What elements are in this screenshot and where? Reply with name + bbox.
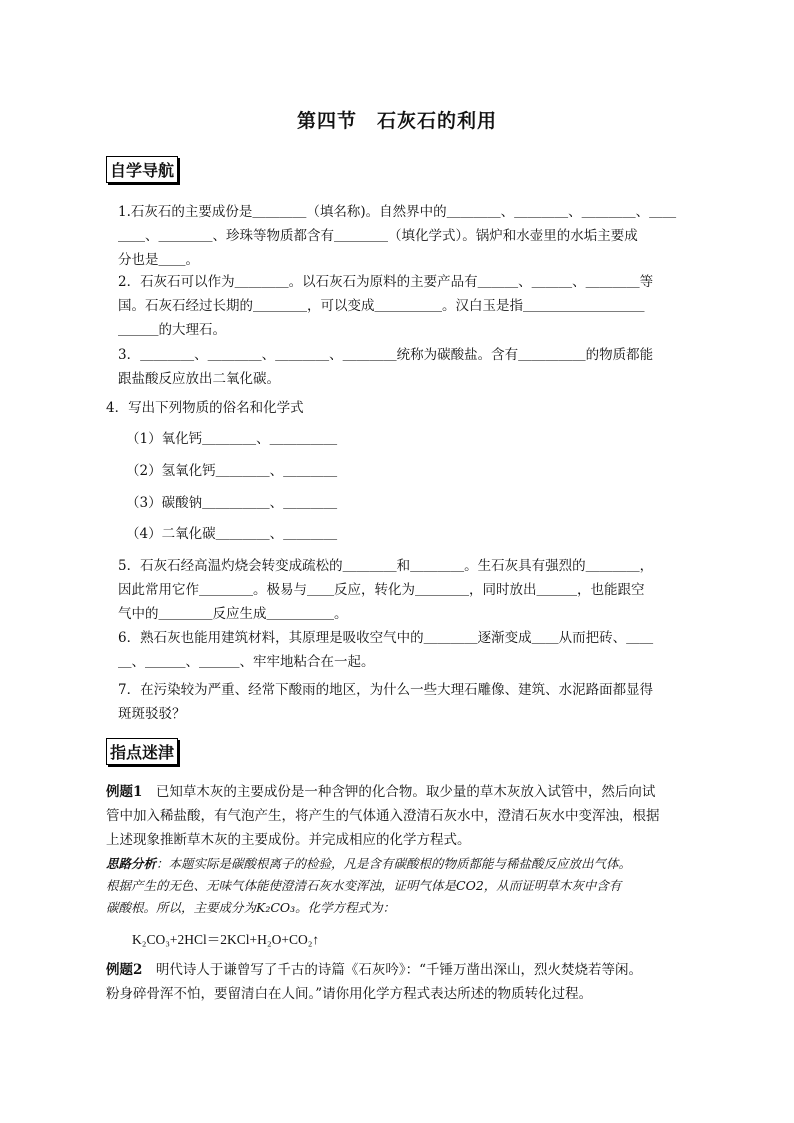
question-2-line: 国。石灰石经过长期的＿＿＿＿，可以变成＿＿＿＿＿。汉白玉是指＿＿＿＿＿＿＿＿＿ <box>118 298 645 314</box>
example-1 <box>106 780 681 852</box>
example-2-label: 例题2 <box>106 962 143 978</box>
analysis <box>106 853 686 919</box>
question-4-item: （2）氢氧化钙＿＿＿＿、＿＿＿＿ <box>126 463 338 479</box>
question-3-line: 跟盐酸反应放出二氧化碳。 <box>118 371 280 387</box>
question-4-item: （1）氧化钙＿＿＿＿、＿＿＿＿＿ <box>126 431 338 447</box>
question-4: 4．写出下列物质的俗名和化学式 <box>106 400 304 416</box>
question-5 <box>118 554 678 626</box>
analysis-label: 思路分析 <box>106 856 157 871</box>
question-5-line: 5．石灰石经高温灼烧会转变成疏松的＿＿＿＿和＿＿＿＿。生石灰具有强烈的＿＿＿＿， <box>118 558 654 574</box>
analysis-line: 碳酸根。所以，主要成分为K₂CO₃。化学方程式为： <box>106 900 396 915</box>
page-title: 第四节 石灰石的利用 <box>296 110 497 132</box>
question-6-line: 6．熟石灰也能用建筑材料，其原理是吸收空气中的＿＿＿＿逐渐变成＿＿从而把砖、＿＿ <box>118 630 654 646</box>
example-2-line: 明代诗人于谦曾写了千古的诗篇《石灰吟》：“千锤万凿出深山，烈火焚烧若等闲。 <box>142 962 643 978</box>
question-4-item: （3）碳酸钠＿＿＿＿＿、＿＿＿＿ <box>126 495 338 511</box>
example-1-label: 例题1 <box>106 784 143 800</box>
question-7-line: 斑斑驳驳？ <box>118 706 186 722</box>
question-5-line: 气中的＿＿＿＿反应生成＿＿＿＿＿。 <box>118 606 348 622</box>
example-1-line: 上述现象推断草木灰的主要成份。并完成相应的化学方程式。 <box>106 832 471 848</box>
question-3 <box>118 343 678 391</box>
example-1-line: 已知草木灰的主要成份是一种含钾的化合物。取少量的草木灰放入试管中，然后向试 <box>142 784 656 800</box>
question-7 <box>118 678 678 726</box>
question-1-line: ＿＿、＿＿＿＿、珍珠等物质都含有＿＿＿＿（填化学式）。锅炉和水壶里的水垢主要成 <box>118 228 638 244</box>
analysis-line: ：本题实际是碳酸根离子的检验，凡是含有碳酸根的物质都能与稀盐酸反应放出气体。 <box>156 856 632 871</box>
question-5-line: 因此常用它作＿＿＿＿。极易与＿＿反应，转化为＿＿＿＿，同时放出＿＿＿，也能跟空 <box>118 582 645 598</box>
question-3-line: 3．＿＿＿＿、＿＿＿＿、＿＿＿＿、＿＿＿＿统称为碳酸盐。含有＿＿＿＿＿的物质都能 <box>118 347 654 363</box>
question-2-line: ＿＿＿的大理石。 <box>118 322 226 338</box>
question-7-line: 7．在污染较为严重、经常下酸雨的地区，为什么一些大理石雕像、建筑、水泥路面都显得 <box>118 682 654 698</box>
chemical-equation: K₂CO₃+2HCl＝2KCl+H₂O+CO₂↑ <box>132 932 320 947</box>
section-heading-self-study: 自学导航 <box>106 156 178 183</box>
section-heading-guidance: 指点迷津 <box>106 738 178 765</box>
example-1-line: 管中加入稀盐酸，有气泡产生，将产生的气体通入澄清石灰水中，澄清石灰水中变浑浊，根据 <box>106 808 660 824</box>
question-6-line: ＿、＿＿＿、＿＿＿、牢牢地粘合在一起。 <box>118 654 375 670</box>
question-1 <box>118 200 678 272</box>
example-2-line: 粉身碎骨浑不怕，要留清白在人间。”请你用化学方程式表达所述的物质转化过程。 <box>106 986 593 1002</box>
question-2 <box>118 270 678 342</box>
question-2-line: 2．石灰石可以作为＿＿＿＿。以石灰石为原料的主要产品有＿＿＿、＿＿＿、＿＿＿＿等 <box>118 274 654 290</box>
question-1-line: 1.石灰石的主要成份是＿＿＿＿（填名称)。自然界中的＿＿＿＿、＿＿＿＿、＿＿＿＿、＿＿ <box>118 204 677 220</box>
example-2 <box>106 958 686 1006</box>
question-1-line: 分也是＿＿。 <box>118 252 199 268</box>
question-4-item: （4）二氧化碳＿＿＿＿、＿＿＿＿ <box>126 526 338 542</box>
question-6 <box>118 626 678 674</box>
analysis-line: 根据产生的无色、无味气体能使澄清石灰水变浑浊，证明气体是CO2，从而证明草木灰中含有 <box>106 878 622 893</box>
